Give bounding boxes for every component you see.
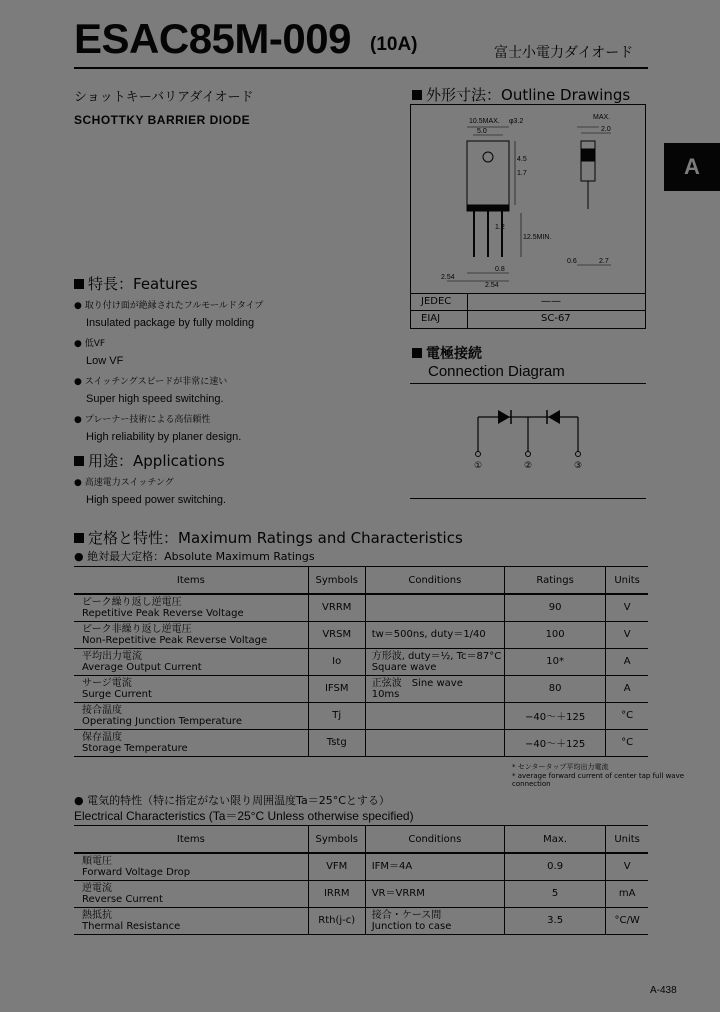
connection-title-jp-text: 電極接続 [426, 346, 482, 362]
diode-symbol-icon [498, 410, 510, 424]
column-header: Conditions [365, 567, 504, 595]
max-cell: 0.9 [504, 853, 605, 880]
symbol-cell: IRRM [308, 880, 365, 907]
item-jp: ピーク繰り返し逆電圧 [82, 596, 182, 608]
condition-cell: VR＝VRRM [371, 888, 425, 899]
dim-label: 2.7 [599, 258, 609, 265]
symbol-cell: VRSM [308, 621, 365, 648]
features-title-en: Features [133, 275, 198, 293]
electrical-characteristics-table [74, 825, 648, 935]
unit-cell: V [606, 621, 648, 648]
features-list [74, 294, 394, 446]
applications-title-en: Applications [133, 452, 225, 470]
column-header: Symbols [308, 826, 365, 854]
table-header-row [74, 826, 648, 854]
symbol-cell: VRRM [308, 594, 365, 621]
table-header-row [74, 567, 648, 595]
ratings-title-jp: 定格と特性： [88, 529, 179, 547]
current-rating: (10A) [370, 34, 418, 55]
features-title-jp: 特長： [88, 275, 134, 293]
rating-cell: 100 [504, 621, 605, 648]
ratings-title [74, 527, 463, 548]
applications-title [74, 450, 225, 471]
bullet-square-icon [412, 90, 422, 100]
item-en: Operating Junction Temperature [82, 715, 242, 727]
rating-cell: 80 [504, 675, 605, 702]
applications-list [74, 471, 394, 509]
condition-cell: 10ms [371, 688, 400, 700]
rating-cell: 10* [504, 648, 605, 675]
item-en: Storage Temperature [82, 742, 188, 754]
absolute-ratings-subtitle: ● 絶対最大定格：Absolute Maximum Ratings [74, 550, 315, 563]
symbol-cell: IFSM [308, 675, 365, 702]
item-en: Non-Repetitive Peak Reverse Voltage [82, 634, 268, 646]
list-item: ● 低VF [74, 339, 106, 349]
column-header: Ratings [504, 567, 605, 595]
unit-cell: A [606, 675, 648, 702]
max-cell: 3.5 [504, 907, 605, 934]
feature-en: Insulated package by fully molding [86, 317, 255, 329]
bullet-square-icon [74, 279, 84, 289]
item-en: Repetitive Peak Reverse Voltage [82, 607, 244, 619]
electrical-title-jp: ● 電気的特性（特に指定がない限り周囲温度Ta＝25°Cとする） [74, 794, 390, 807]
condition-cell: Square wave [371, 661, 437, 673]
dim-label: 5.0 [477, 128, 487, 135]
item-jp: 平均出力電流 [82, 650, 142, 662]
outline-title [412, 84, 630, 105]
item-jp: 保存温度 [82, 731, 122, 743]
section-tab: A [664, 143, 720, 191]
feature-en: High reliability by planer design. [86, 431, 242, 443]
electrical-title-en: Electrical Characteristics (Ta＝25°C Unless otherwise specified) [74, 809, 414, 823]
abs-ratings-en: Absolute Maximum Ratings [164, 550, 315, 563]
dim-label: MAX. [593, 114, 611, 121]
condition-cell: 正弦波 Sine wave [371, 677, 463, 689]
feature-en: Super high speed switching. [86, 393, 224, 405]
item-en: Surge Current [82, 688, 152, 700]
dim-label: 2.0 [601, 126, 611, 133]
symbol-cell: Tstg [308, 729, 365, 756]
outline-title-en: Outline Drawings [501, 86, 631, 104]
absolute-ratings-table [74, 566, 648, 757]
dim-label: 1.7 [517, 170, 527, 177]
dim-label: 0.8 [495, 266, 505, 273]
dim-label: φ3.2 [509, 118, 524, 125]
item-jp: 接合温度 [82, 704, 122, 716]
max-cell: 5 [504, 880, 605, 907]
condition-cell: Junction to case [371, 920, 452, 932]
outline-drawing-box [410, 104, 646, 329]
package-value: SC-67 [541, 313, 571, 324]
list-item: ● プレーナー技術による高信頼性 [74, 415, 211, 425]
part-number-title: ESAC85M-009 [74, 15, 351, 62]
ratings-title-en: Maximum Ratings and Characteristics [178, 529, 463, 547]
dim-label: 2.54 [485, 282, 499, 289]
package-label: EIAJ [421, 313, 441, 324]
item-jp: 順電圧 [82, 855, 112, 867]
table-row [74, 853, 648, 880]
feature-jp: プレーナー技術による高信頼性 [84, 415, 211, 425]
rating-cell: −40～＋125 [504, 702, 605, 729]
column-header: Conditions [365, 826, 504, 854]
applications-title-jp: 用途： [88, 452, 134, 470]
electrical-title-jp-text: 電気的特性（特に指定がない限り周囲温度Ta＝25°Cとする） [87, 794, 390, 807]
column-header: Units [606, 567, 648, 595]
symbol-cell: Io [308, 648, 365, 675]
application-jp: 高速電力スイッチング [84, 478, 174, 488]
package-outline-drawing [411, 105, 645, 295]
item-jp: サージ電流 [82, 677, 132, 689]
condition-cell: 方形波, duty＝½, Tc＝87°C [371, 650, 502, 662]
symbol-cell: VFM [308, 853, 365, 880]
dim-label: 4.5 [517, 156, 527, 163]
column-header: Units [606, 826, 648, 854]
dim-label: 0.6 [567, 258, 577, 265]
condition-cell: IFM＝4A [371, 861, 413, 873]
footnote-en: * average forward current of center tap full wave connection [512, 772, 685, 788]
diode-schematic [410, 384, 646, 498]
dim-label: 12.5MIN. [523, 234, 552, 241]
application-en: High speed power switching. [86, 494, 227, 506]
item-en: Forward Voltage Drop [82, 866, 191, 878]
bullet-square-icon [74, 456, 84, 466]
table-row [74, 594, 648, 621]
rating-cell: 90 [504, 594, 605, 621]
symbol-cell: Tj [308, 702, 365, 729]
unit-cell: mA [606, 880, 648, 907]
unit-cell: V [606, 853, 648, 880]
diode-symbol-icon [548, 410, 560, 424]
device-type-en: SCHOTTKY BARRIER DIODE [74, 113, 251, 127]
symbol-cell: Rth(j-c) [308, 907, 365, 934]
bullet-square-icon [412, 348, 422, 358]
table-row [74, 621, 648, 648]
dim-label: 2.54 [441, 274, 455, 281]
unit-cell: °C [606, 702, 648, 729]
device-type-jp: ショットキーバリアダイオード [74, 90, 254, 105]
item-jp: ピーク非繰り返し逆電圧 [82, 623, 192, 635]
package-row-eiaj [411, 310, 645, 328]
bullet-square-icon [74, 533, 84, 543]
pin-label: ② [524, 461, 533, 471]
unit-cell: °C [606, 729, 648, 756]
item-jp: 熱抵抗 [82, 909, 112, 921]
unit-cell: V [606, 594, 648, 621]
connection-title-en: Connection Diagram [428, 363, 565, 380]
package-label: JEDEC [421, 296, 452, 307]
table-row [74, 702, 648, 729]
maker-series-jp: 富士小電力ダイオード [494, 45, 634, 61]
condition-cell: tw＝500ns, duty＝1/40 [371, 629, 486, 640]
item-en: Average Output Current [82, 661, 202, 673]
list-item: ● 取り付け面が絶縁されたフルモールドタイプ [74, 301, 264, 311]
feature-jp: 低VF [84, 339, 106, 349]
table-row [74, 729, 648, 756]
connection-diagram-box [410, 383, 646, 499]
unit-cell: A [606, 648, 648, 675]
table-row [74, 880, 648, 907]
column-header: Symbols [308, 567, 365, 595]
rating-cell: −40～＋125 [504, 729, 605, 756]
feature-jp: 取り付け面が絶縁されたフルモールドタイプ [84, 301, 264, 311]
page-number: A-438 [650, 985, 677, 996]
feature-en: Low VF [86, 355, 124, 367]
column-header: Max. [504, 826, 605, 854]
package-row-jedec [411, 293, 645, 311]
item-jp: 逆電流 [82, 882, 112, 894]
table-row [74, 648, 648, 675]
outline-title-jp: 外形寸法： [426, 86, 502, 104]
pin-label: ① [474, 461, 483, 471]
item-en: Reverse Current [82, 893, 163, 905]
header-rule [74, 67, 648, 69]
table-row [74, 675, 648, 702]
item-en: Thermal Resistance [82, 920, 181, 932]
abs-ratings-jp: 絶対最大定格： [87, 550, 165, 563]
table-row [74, 907, 648, 934]
package-value: —— [541, 296, 561, 307]
feature-jp: スイッチングスピードが非常に速い [84, 377, 228, 387]
condition-cell: 接合・ケース間 [371, 909, 442, 921]
column-header: Items [74, 567, 308, 595]
unit-cell: °C/W [606, 907, 648, 934]
list-item: ● 高速電力スイッチング [74, 478, 174, 488]
features-title [74, 273, 198, 294]
dim-label: 10.5MAX. [469, 118, 500, 125]
list-item: ● スイッチングスピードが非常に速い [74, 377, 228, 387]
column-header: Items [74, 826, 308, 854]
connection-title-jp [412, 343, 482, 363]
dim-label: 1.2 [495, 224, 505, 231]
footnote-jp: * センタータップ平均出力電流 [512, 763, 609, 771]
pin-label: ③ [574, 461, 583, 471]
